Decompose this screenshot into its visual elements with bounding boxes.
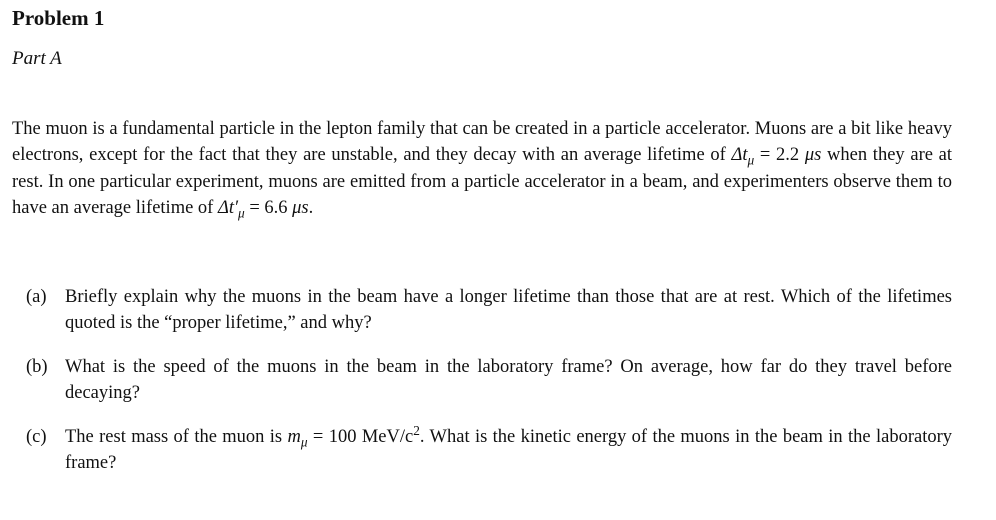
beam-lifetime-subscript: μ [238, 205, 245, 221]
intro-text-2: when they are at rest. In one particular experiment, muons are emitted from a particle accelerator in a beam, and experimenters observe them to have an average lifetime of [12, 145, 952, 219]
problem-title: Problem 1 [12, 6, 105, 30]
rest-lifetime-symbol: Δt [731, 145, 748, 166]
question-text-after: . What is the kinetic energy of the muons in the beam in the laboratory frame? [65, 426, 952, 474]
rest-lifetime-subscript: μ [747, 153, 755, 169]
question-text: What is the speed of the muons in the beam in the laboratory frame? On average, how far do they travel before decaying? [65, 356, 952, 404]
question-text-before: The rest mass of the muon is [65, 426, 288, 447]
beam-lifetime-value: = 6.6 [244, 198, 293, 219]
beam-lifetime-unit: μs [292, 198, 309, 219]
mass-subscript: μ [300, 434, 308, 450]
rest-lifetime-unit: μs [804, 145, 822, 166]
question-label: (a) [26, 287, 47, 307]
question-c [12, 424, 952, 477]
question-list [12, 284, 952, 493]
question-label: (c) [26, 426, 47, 447]
intro-text-1: The muon is a fundamental particle in the lepton family that can be created in a particle accelerator. Muons are a bit like heavy electrons, except for the fact that they are unstable, and they decay with an average lifetime of [12, 119, 952, 166]
question-text: Briefly explain why the muons in the beam have a longer lifetime than those that are at rest. Which of the lifetimes quoted is the “proper lifetime,” and why? [65, 287, 952, 334]
rest-lifetime-value: = 2.2 [754, 145, 805, 166]
question-a [12, 284, 952, 337]
intro-end: . [308, 198, 314, 219]
mass-symbol: m [287, 426, 301, 447]
mass-unit-exponent: 2 [413, 422, 420, 438]
beam-lifetime-symbol: Δt′ [217, 198, 239, 219]
question-label: (b) [26, 356, 48, 377]
intro-paragraph [12, 116, 952, 222]
part-heading: Part A [12, 48, 62, 69]
question-b [12, 354, 952, 407]
mass-value: = 100 MeV/c [307, 426, 414, 447]
